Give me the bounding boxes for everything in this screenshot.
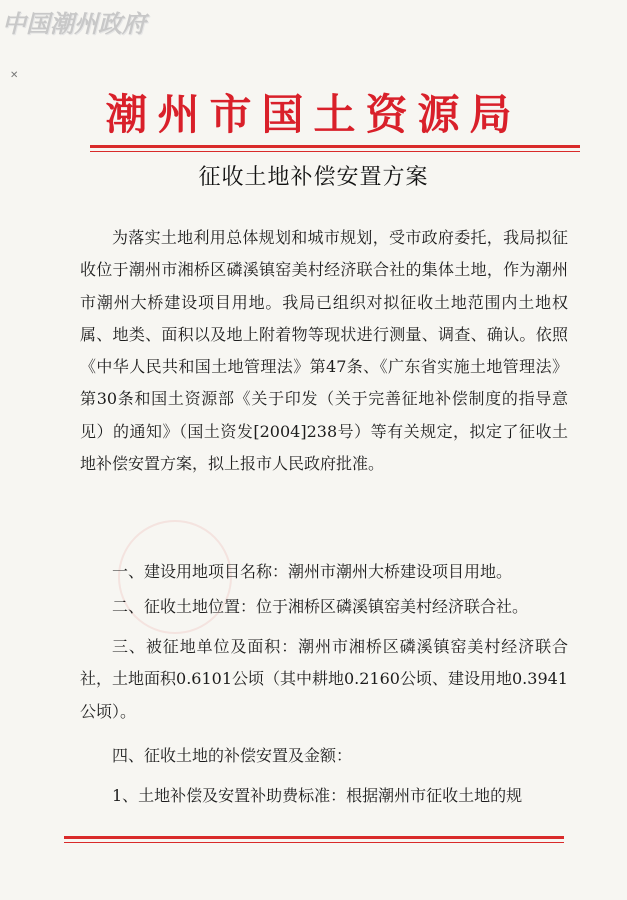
document-title: 征收土地补偿安置方案 <box>198 165 429 190</box>
intro-paragraph: 为落实土地利用总体规划和城市规划，受市政府委托，我局拟征收位于潮州市湘桥区磷溪镇窑美村经济联合社的集体土地，作为潮州市潮州大桥建设项目用地。我局已组织对拟征收土地范围内土地权属、地类、面积以及地上附着物等现状进行测量、调查、确认。依照《中华人民共和国土地管理法》第47条、《广东省实施土地管理法》第30条和国土资源部《关于印发（关于完善征地补偿制度的指导意见）的通知》（国土资发[2004]238号）等有关规定，拟定了征收土地补偿安置方案，拟上报市人民政府批准。 <box>80 228 568 474</box>
footer-rule <box>64 836 564 843</box>
item-compensation-standard: 1、土地补偿及安置补助费标准：根据潮州市征收土地的规 <box>112 786 523 805</box>
item-compensation-heading: 四、征收土地的补偿安置及金额： <box>112 746 353 765</box>
letterhead-rule <box>90 145 580 152</box>
item-unit-area: 三、被征地单位及面积：潮州市湘桥区磷溪镇窑美村经济联合社，土地面积0.6101公顷（其中耕地0.2160公顷、建设用地0.3941公顷）。 <box>80 637 568 721</box>
scan-speck: ✕ <box>10 70 19 81</box>
watermark-logo: 中国潮州政府 <box>2 9 146 38</box>
item-location: 二、征收土地位置：位于湘桥区磷溪镇窑美村经济联合社。 <box>112 597 529 616</box>
letterhead-title: 潮州市国土资源局 <box>105 90 522 139</box>
item-project-name: 一、建设用地项目名称：潮州市潮州大桥建设项目用地。 <box>112 562 513 581</box>
